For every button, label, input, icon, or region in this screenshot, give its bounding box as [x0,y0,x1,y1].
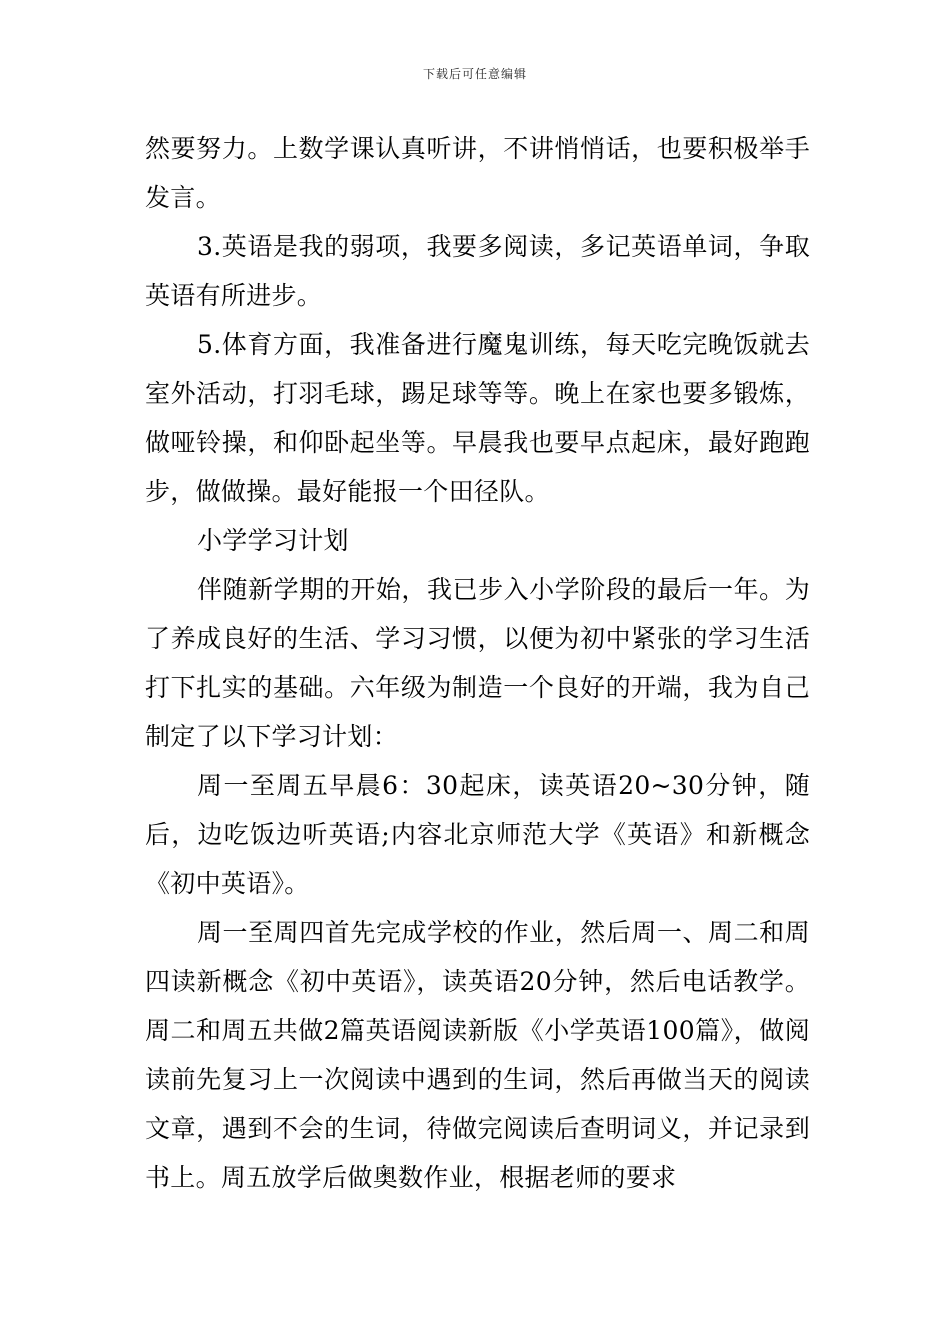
paragraph-morning-schedule: 周一至周五早晨6：30起床，读英语20~30分钟，随后，边吃饭边听英语;内容北京师范大学《英语》和新概念《初中英语》。 [145,771,810,898]
paragraph-continuation: 然要努力。上数学课认真听讲，不讲悄悄话，也要积极举手发言。 [145,134,810,212]
page-header: 下载后可任意编辑 [422,67,527,81]
paragraph-intro: 伴随新学期的开始，我已步入小学阶段的最后一年。为了养成良好的生活、学习习惯，以便为初中紧张的学习生活打下扎实的基础。六年级为制造一个良好的开端，我为自己制定了以下学习计划： [145,575,810,751]
section-title: 小学学习计划 [197,526,349,555]
paragraph-weekday-schedule: 周一至周四首先完成学校的作业，然后周一、周二和周四读新概念《初中英语》，读英语20分钟，然后电话教学。周二和周五共做2篇英语阅读新版《小学英语100篇》，做阅读前先复习上一次阅读中遇到的生词，然后再做当天的阅读文章，遇到不会的生词，待做完阅读后查明词义，并记录到书上。周五放学后做奥数作业，根据老师的要求 [145,918,810,1192]
paragraph-english-goal: 3.英语是我的弱项，我要多阅读，多记英语单词，争取英语有所进步。 [145,232,810,310]
document-body [145,124,810,1202]
paragraph-sports-plan: 5.体育方面，我准备进行魔鬼训练，每天吃完晚饭就去室外活动，打羽毛球，踢足球等等。晚上在家也要多锻炼，做哑铃操，和仰卧起坐等。早晨我也要早点起床，最好跑跑步，做做操。最好能报一个田径队。 [145,330,810,506]
